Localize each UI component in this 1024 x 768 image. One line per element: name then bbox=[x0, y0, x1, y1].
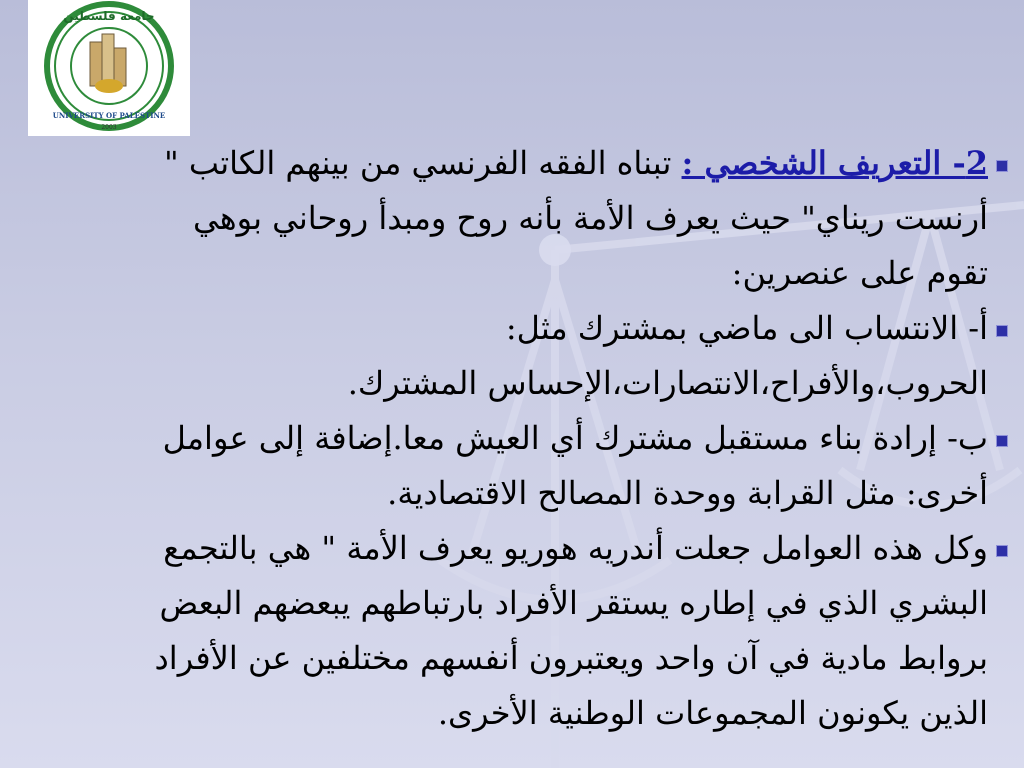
bullet-line: أخرى: مثل القرابة ووحدة المصالح الاقتصادية. bbox=[387, 474, 988, 512]
section-heading: 2- التعريف الشخصي : bbox=[681, 144, 988, 182]
logo-year: 2003 bbox=[101, 124, 117, 131]
bullet-line: بروابط مادية في آن واحد ويعتبرون أنفسهم مختلفين عن الأفراد bbox=[154, 639, 988, 677]
bullet-line: وكل هذه العوامل جعلت أندريه هوريو يعرف الأمة " هي بالتجمع bbox=[163, 529, 988, 567]
logo-arabic-name: جامعة فلسطين bbox=[63, 9, 155, 23]
university-seal-icon bbox=[28, 0, 190, 136]
bullet-line: الذين يكونون المجموعات الوطنية الأخرى. bbox=[437, 694, 988, 732]
square-bullet-icon bbox=[996, 325, 1008, 337]
bullet-item bbox=[20, 521, 1010, 741]
university-logo bbox=[28, 0, 190, 136]
bullet-line: أ- الانتساب الى ماضي بمشترك مثل: bbox=[505, 309, 988, 347]
slide-content bbox=[20, 136, 1010, 741]
bullet-line bbox=[20, 136, 988, 191]
square-bullet-icon bbox=[996, 545, 1008, 557]
bullet-line: تقوم على عنصرين: bbox=[731, 254, 988, 292]
bullet-text: تبناه الفقه الفرنسي من بينهم الكاتب " bbox=[163, 144, 672, 182]
bullet-item bbox=[20, 136, 1010, 301]
bullet-line: الحروب،والأفراح،الانتصارات،الإحساس المشترك. bbox=[347, 364, 988, 402]
bullet-item bbox=[20, 301, 1010, 411]
bullet-line: أرنست ريناي" حيث يعرف الأمة بأنه روح ومبدأ روحاني بوهي bbox=[193, 199, 988, 237]
logo-english-name: UNIVERSITY OF PALESTINE bbox=[52, 111, 166, 120]
square-bullet-icon bbox=[996, 160, 1008, 172]
bullet-line: ب- إرادة بناء مستقبل مشترك أي العيش معا.إضافة إلى عوامل bbox=[162, 419, 988, 457]
bullet-item bbox=[20, 411, 1010, 521]
bullet-line: البشري الذي في إطاره يستقر الأفراد بارتباطهم يبعضهم البعض bbox=[159, 584, 988, 622]
square-bullet-icon bbox=[996, 435, 1008, 447]
